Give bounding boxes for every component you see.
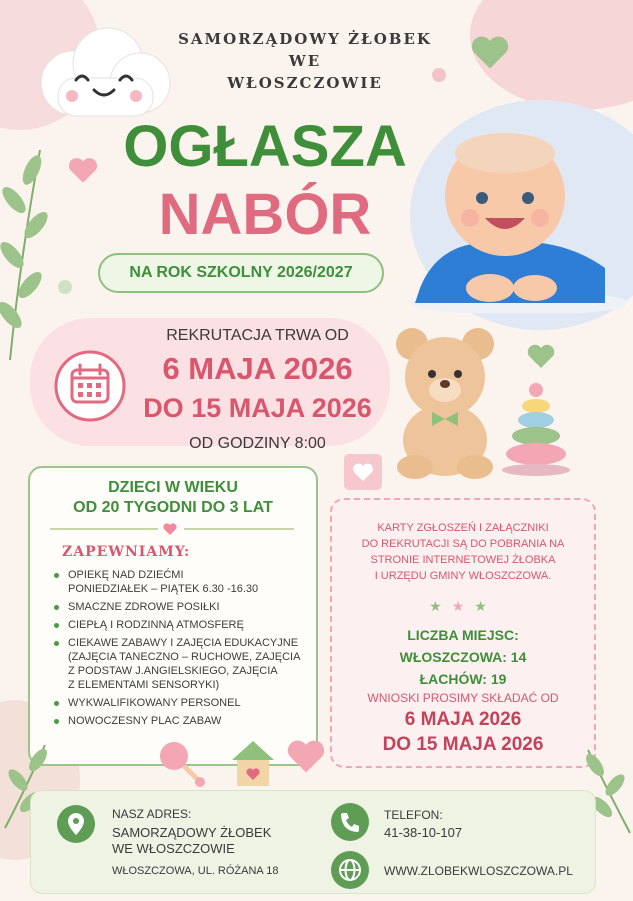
age-line1: DZIECI W WIEKU xyxy=(108,479,238,496)
toy-block-icon xyxy=(344,454,382,490)
offer-item-line: SMACZNE ZDROWE POSIŁKI xyxy=(68,601,220,613)
heart-icon xyxy=(66,153,100,192)
website-link[interactable]: WWW.ZLOBEKWLOSZCZOWA.PL xyxy=(384,864,573,878)
offer-list-item xyxy=(52,636,312,692)
org-name-line1: SAMORZĄDOWY ŻŁOBEK xyxy=(178,30,432,48)
leaf-icon xyxy=(0,140,60,360)
submit-date-to: DO 15 MAJA 2026 xyxy=(382,734,544,755)
org-name-line3: WŁOSZCZOWIE xyxy=(227,74,383,92)
dot-decoration xyxy=(58,280,72,294)
offer-item-line: WYKWALIFIKOWANY PERSONEL xyxy=(68,697,241,709)
offer-item-line: NOWOCZESNY PLAC ZABAW xyxy=(68,715,222,727)
title-enrollment: NABÓR xyxy=(158,182,372,247)
address-line2: WE WŁOSZCZOWIE xyxy=(112,841,235,856)
divider xyxy=(50,528,158,530)
offer-list-item xyxy=(52,618,312,632)
submit-date-from: 6 MAJA 2026 xyxy=(404,709,522,730)
rattle-icon xyxy=(158,740,208,793)
recruitment-intro: REKRUTACJA TRWA OD xyxy=(166,327,349,344)
heart-icon xyxy=(525,340,557,377)
school-year-badge xyxy=(98,253,384,293)
phone-icon xyxy=(330,802,370,847)
address-line1: SAMORZĄDOWY ŻŁOBEK xyxy=(112,825,272,840)
heart-icon xyxy=(468,30,512,79)
address-label: NASZ ADRES: xyxy=(112,807,192,821)
title-announce: OGŁASZA xyxy=(123,114,407,179)
cloud-face-icon xyxy=(28,18,178,128)
offer-item-line: CIEPŁĄ I RODZINNĄ ATMOSFERĘ xyxy=(68,619,244,631)
info-line: STRONIE INTERNETOWEJ ŻŁOBKA xyxy=(370,554,556,566)
calendar-icon xyxy=(54,350,126,427)
divider xyxy=(184,528,294,530)
heart-icon xyxy=(162,521,178,542)
school-year-text: NA ROK SZKOLNY 2026/2027 xyxy=(129,264,353,281)
stacking-rings-icon xyxy=(500,380,572,485)
heart-icon xyxy=(284,734,328,783)
places-lachow: ŁACHÓW: 19 xyxy=(419,671,507,687)
stars-decoration: ★★★ xyxy=(429,598,497,614)
baby-illustration xyxy=(400,118,625,313)
offer-item-line: PONIEDZIAŁEK – PIĄTEK 6.30 -16.30 xyxy=(68,583,259,595)
offer-item-line: Z ELEMENTAMI SENSORYKI) xyxy=(68,679,220,691)
places-wloszczowa: WŁOSZCZOWA: 14 xyxy=(399,649,527,665)
info-line: KARTY ZGŁOSZEŃ I ZAŁĄCZNIKI xyxy=(377,522,549,534)
places-heading: LICZBA MIEJSC: xyxy=(407,627,519,643)
offer-item-line: (ZAJĘCIA TANECZNO – RUCHOWE, ZAJĘCIA xyxy=(68,651,301,663)
offer-item-line: OPIEKĘ NAD DZIEĆMI xyxy=(68,569,184,581)
house-icon xyxy=(230,738,276,793)
offer-list-item xyxy=(52,600,312,614)
submit-intro: WNIOSKI PROSIMY SKŁADAĆ OD xyxy=(367,691,559,705)
offer-list-item xyxy=(52,714,312,728)
age-line2: OD 20 TYGODNI DO 3 LAT xyxy=(73,499,273,516)
recruitment-date-to: DO 15 MAJA 2026 xyxy=(143,393,372,423)
offer-item-line: Z PODSTAW J.ANGIELSKIEGO, ZAJĘCIA xyxy=(68,665,278,677)
offer-list-item xyxy=(52,568,312,596)
recruitment-time: OD GODZINY 8:00 xyxy=(189,435,326,452)
offer-list-item xyxy=(52,696,312,710)
org-name-line2: WE xyxy=(288,52,322,70)
phone-label: TELEFON: xyxy=(384,808,443,822)
location-pin-icon xyxy=(56,804,96,849)
offer-heading: ZAPEWNIAMY: xyxy=(62,544,191,560)
address-street: WŁOSZCZOWA, UL. RÓŻANA 18 xyxy=(112,865,279,877)
offer-list xyxy=(52,568,312,732)
offer-item-line: CIEKAWE ZABAWY I ZAJĘCIA EDUKACYJNE xyxy=(68,637,299,649)
phone-number[interactable]: 41-38-10-107 xyxy=(384,825,463,840)
globe-icon xyxy=(330,850,370,895)
info-line: I URZĘDU GMINY WŁOSZCZOWA. xyxy=(374,570,552,582)
teddy-bear-icon xyxy=(390,322,510,487)
recruitment-date-from: 6 MAJA 2026 xyxy=(162,351,353,386)
info-text xyxy=(334,520,592,584)
info-line: DO REKRUTACJI SĄ DO POBRANIA NA xyxy=(361,538,565,550)
